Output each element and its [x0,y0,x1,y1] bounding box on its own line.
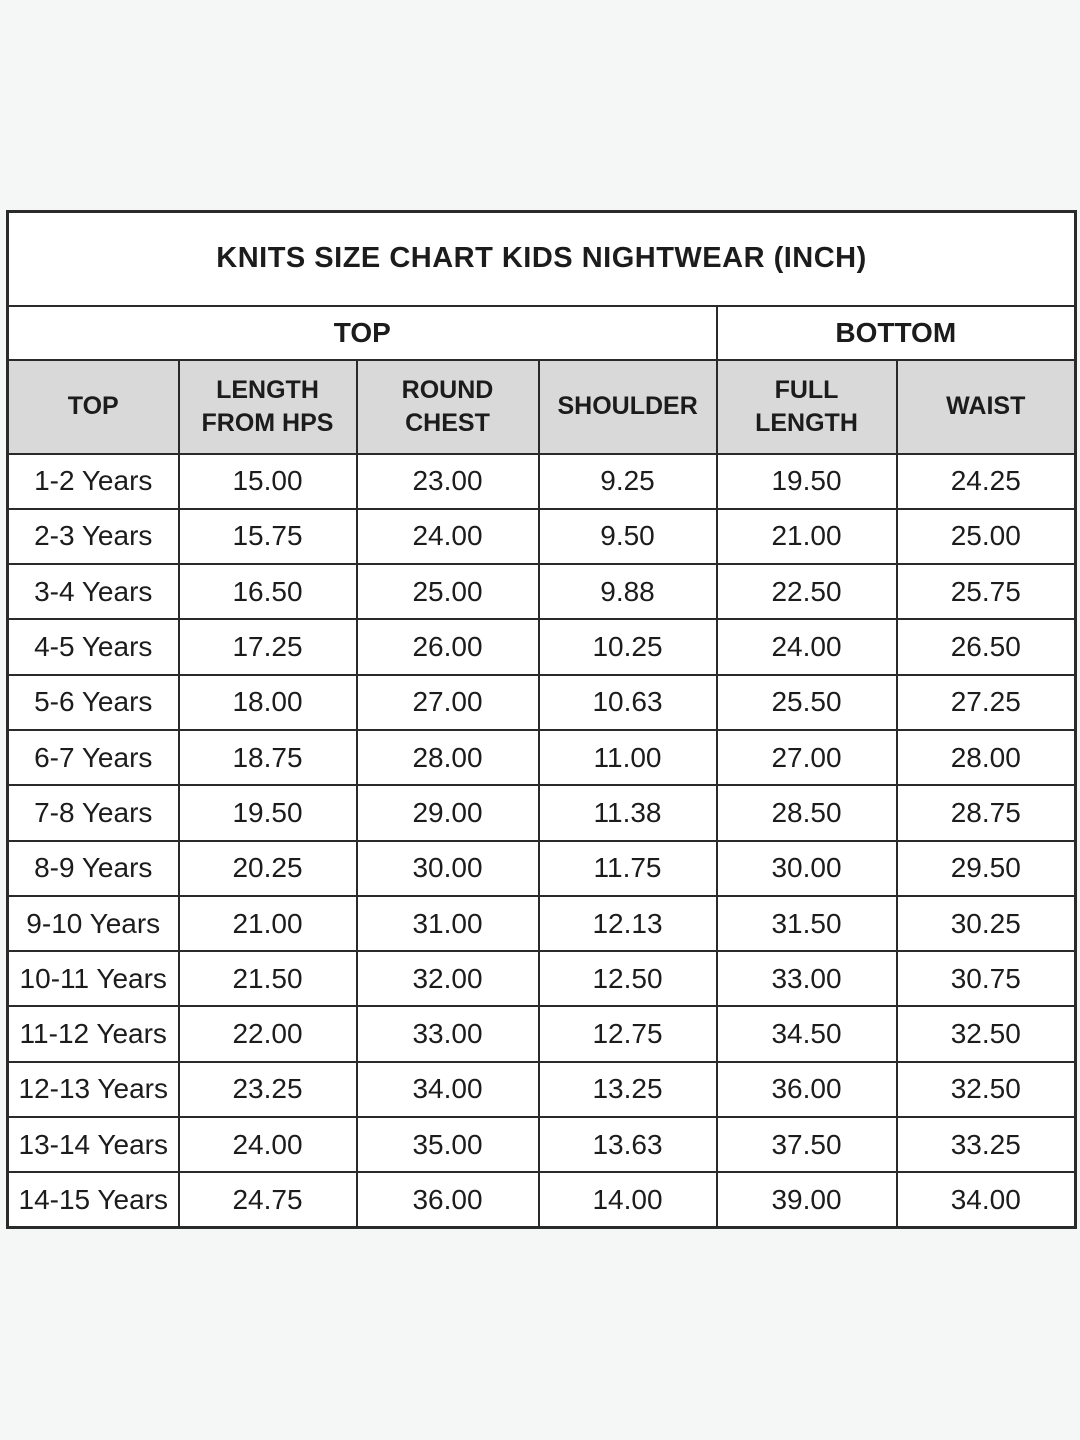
measurement-cell: 11.38 [539,785,717,840]
measurement-cell: 30.00 [717,841,897,896]
measurement-cell: 19.50 [717,454,897,509]
column-header-top: TOP [8,360,179,454]
measurement-cell: 10.25 [539,619,717,674]
column-header-row [8,360,1076,454]
measurement-cell: 25.50 [717,675,897,730]
measurement-cell: 24.25 [897,454,1076,509]
measurement-cell: 27.00 [717,730,897,785]
measurement-cell: 26.00 [357,619,539,674]
measurement-cell: 21.00 [179,896,357,951]
measurement-cell: 20.25 [179,841,357,896]
column-header-waist: WAIST [897,360,1076,454]
title-row [8,212,1076,306]
table-row [8,730,1076,785]
measurement-cell: 23.00 [357,454,539,509]
measurement-cell: 12.75 [539,1006,717,1061]
column-header-full-length: FULL LENGTH [717,360,897,454]
measurement-cell: 28.50 [717,785,897,840]
measurement-cell: 25.00 [897,509,1076,564]
measurement-cell: 26.50 [897,619,1076,674]
size-label-cell: 6-7 Years [8,730,179,785]
measurement-cell: 22.50 [717,564,897,619]
size-label-cell: 14-15 Years [8,1172,179,1227]
group-header-row [8,306,1076,360]
size-label-cell: 8-9 Years [8,841,179,896]
measurement-cell: 25.00 [357,564,539,619]
measurement-cell: 34.00 [357,1062,539,1117]
measurement-cell: 27.00 [357,675,539,730]
table-row [8,1117,1076,1172]
group-header-bottom: BOTTOM [717,306,1076,360]
size-label-cell: 7-8 Years [8,785,179,840]
measurement-cell: 24.00 [179,1117,357,1172]
measurement-cell: 9.25 [539,454,717,509]
measurement-cell: 21.00 [717,509,897,564]
measurement-cell: 39.00 [717,1172,897,1227]
measurement-cell: 23.25 [179,1062,357,1117]
measurement-cell: 33.00 [717,951,897,1006]
table-row [8,1172,1076,1227]
measurement-cell: 24.00 [717,619,897,674]
measurement-cell: 21.50 [179,951,357,1006]
measurement-cell: 28.75 [897,785,1076,840]
measurement-cell: 35.00 [357,1117,539,1172]
measurement-cell: 30.00 [357,841,539,896]
measurement-cell: 13.63 [539,1117,717,1172]
measurement-cell: 31.00 [357,896,539,951]
column-header-shoulder: SHOULDER [539,360,717,454]
table-row [8,785,1076,840]
table-row [8,841,1076,896]
table-row [8,454,1076,509]
measurement-cell: 32.50 [897,1006,1076,1061]
size-label-cell: 3-4 Years [8,564,179,619]
measurement-cell: 30.25 [897,896,1076,951]
size-label-cell: 10-11 Years [8,951,179,1006]
measurement-cell: 37.50 [717,1117,897,1172]
size-label-cell: 11-12 Years [8,1006,179,1061]
table-row [8,619,1076,674]
measurement-cell: 25.75 [897,564,1076,619]
table-title: KNITS SIZE CHART KIDS NIGHTWEAR (INCH) [8,212,1076,306]
measurement-cell: 36.00 [717,1062,897,1117]
measurement-cell: 12.50 [539,951,717,1006]
measurement-cell: 33.25 [897,1117,1076,1172]
measurement-cell: 11.75 [539,841,717,896]
size-label-cell: 4-5 Years [8,619,179,674]
table-row [8,951,1076,1006]
measurement-cell: 10.63 [539,675,717,730]
measurement-cell: 15.75 [179,509,357,564]
table-row [8,1006,1076,1061]
measurement-cell: 24.00 [357,509,539,564]
table-row [8,675,1076,730]
measurement-cell: 32.50 [897,1062,1076,1117]
measurement-cell: 16.50 [179,564,357,619]
measurement-cell: 11.00 [539,730,717,785]
measurement-cell: 18.00 [179,675,357,730]
measurement-cell: 17.25 [179,619,357,674]
measurement-cell: 19.50 [179,785,357,840]
measurement-cell: 28.00 [357,730,539,785]
table-row [8,1062,1076,1117]
measurement-cell: 18.75 [179,730,357,785]
size-label-cell: 13-14 Years [8,1117,179,1172]
measurement-cell: 24.75 [179,1172,357,1227]
measurement-cell: 30.75 [897,951,1076,1006]
size-label-cell: 9-10 Years [8,896,179,951]
measurement-cell: 9.50 [539,509,717,564]
column-header-length-from-hps: LENGTH FROM HPS [179,360,357,454]
table-row [8,896,1076,951]
measurement-cell: 31.50 [717,896,897,951]
measurement-cell: 9.88 [539,564,717,619]
measurement-cell: 33.00 [357,1006,539,1061]
column-header-round-chest: ROUND CHEST [357,360,539,454]
size-table-body [8,454,1076,1228]
measurement-cell: 29.00 [357,785,539,840]
table-row [8,564,1076,619]
measurement-cell: 34.00 [897,1172,1076,1227]
size-label-cell: 1-2 Years [8,454,179,509]
size-chart-table [6,210,1077,1229]
measurement-cell: 32.00 [357,951,539,1006]
measurement-cell: 36.00 [357,1172,539,1227]
size-label-cell: 12-13 Years [8,1062,179,1117]
measurement-cell: 12.13 [539,896,717,951]
measurement-cell: 15.00 [179,454,357,509]
measurement-cell: 13.25 [539,1062,717,1117]
measurement-cell: 14.00 [539,1172,717,1227]
size-label-cell: 2-3 Years [8,509,179,564]
measurement-cell: 34.50 [717,1006,897,1061]
measurement-cell: 28.00 [897,730,1076,785]
table-row [8,509,1076,564]
measurement-cell: 27.25 [897,675,1076,730]
size-label-cell: 5-6 Years [8,675,179,730]
group-header-top: TOP [8,306,717,360]
measurement-cell: 29.50 [897,841,1076,896]
measurement-cell: 22.00 [179,1006,357,1061]
